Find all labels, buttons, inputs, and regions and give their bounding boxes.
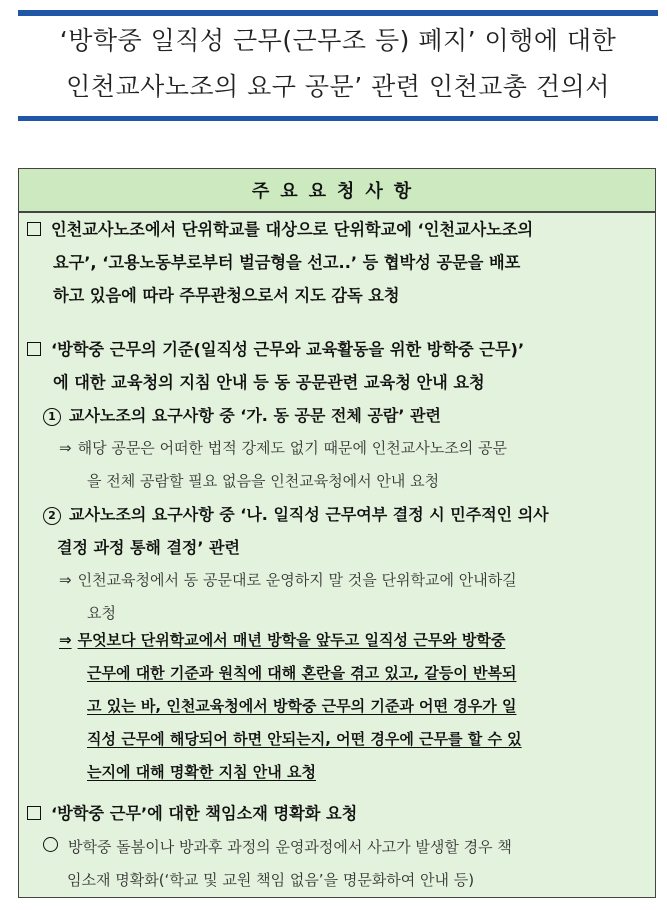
item1-line3: 하고 있음에 따라 주무관청으로서 지도 감독 요청 (53, 286, 400, 305)
item1-line1: 인천교사노조에서 단위학교를 대상으로 단위학교에 ‘인천교사노조의 (51, 220, 534, 239)
arrow-icon: ⇒ (59, 631, 72, 649)
sub2-note-1 (59, 564, 651, 630)
sub2-note1-line1: 인천교육청에서 동 공문대로 운영하지 말 것을 단위학교에 안내하길 (77, 571, 517, 589)
title-bottom-rule (18, 116, 658, 121)
sub1-note-line1: 해당 공문은 어떠한 법적 강제도 없기 때문에 인천교사노조의 공문 (77, 439, 507, 457)
request-box (18, 168, 656, 898)
sub2-note2-line4: 직성 근무에 해당되어 하면 안되는지, 어떤 경우에 근무를 할 수 있 (87, 730, 522, 748)
request-item-2 (27, 333, 651, 399)
request-item-3 (27, 797, 651, 830)
title-top-rule (18, 10, 658, 16)
sub1-text: 교사노조의 요구사항 중 ‘가. 동 공문 전체 공람’ 관련 (69, 406, 441, 425)
sub1-note-line2: 을 전체 공람할 필요 없음을 인천교육청에서 안내 요청 (87, 472, 440, 490)
checkbox-square-icon (27, 806, 41, 820)
arrow-icon: ⇒ (59, 571, 72, 589)
item3-line1: ‘방학중 근무’에 대한 책임소재 명확화 요청 (51, 804, 358, 823)
sub2-note-2 (59, 624, 651, 789)
sub-item-2 (43, 498, 651, 564)
sub2-text-line2: 결정 과정 통해 결정’ 관련 (57, 538, 240, 557)
item2-line2: 에 대한 교육청의 지침 안내 등 동 공문관련 교육청 안내 요청 (53, 373, 485, 392)
item3-note-line2: 임소재 명확화(‘학교 및 교원 책임 없음’을 명문화하여 안내 등) (67, 871, 475, 889)
sub-item-1 (43, 399, 651, 432)
sub2-note2-line1: 무엇보다 단위학교에서 매년 방학을 앞두고 일직성 근무와 방학중 (77, 631, 506, 649)
sub2-note1-line2: 요청 (87, 604, 116, 622)
item2-line1: ‘방학중 근무의 기준(일직성 근무와 교육활동을 위한 방학중 근무)’ (51, 340, 525, 359)
circled-number-icon: 2 (43, 507, 61, 525)
document-title (18, 18, 658, 110)
arrow-icon: ⇒ (59, 439, 72, 457)
hollow-circle-bullet-icon (43, 837, 58, 852)
sub2-note2-line3: 고 있는 바, 인천교육청에서 방학중 근무의 기준과 어떤 경우가 일 (87, 697, 517, 715)
checkbox-square-icon (27, 342, 41, 356)
item3-note (43, 831, 651, 897)
item1-line2: 요구’, ‘고용노동부로부터 벌금형을 선고..’ 등 협박성 공문을 배포 (53, 253, 521, 272)
request-item-1 (27, 213, 651, 312)
circled-number-icon: 1 (43, 408, 61, 426)
title-line-2: 인천교사노조의 요구 공문’ 관련 인천교총 건의서 (66, 72, 610, 101)
sub2-text-line1: 교사노조의 요구사항 중 ‘나. 일직성 근무여부 결정 시 민주적인 의사 (69, 505, 549, 524)
checkbox-square-icon (27, 222, 41, 236)
sub2-note2-line5: 는지에 대해 명확한 지침 안내 요청 (87, 763, 316, 781)
sub1-note (59, 432, 651, 498)
item3-note-line1: 방학중 돌봄이나 방과후 과정의 운영과정에서 사고가 발생할 경우 책 (68, 838, 512, 856)
title-line-1: ‘방학중 일직성 근무(근무조 등) 폐지’ 이행에 대한 (59, 26, 617, 55)
sub2-note2-line2: 근무에 대한 기준과 원칙에 대해 혼란을 겪고 있고, 갈등이 반복되 (87, 664, 517, 682)
box-header: 주요요청사항 (19, 169, 655, 213)
